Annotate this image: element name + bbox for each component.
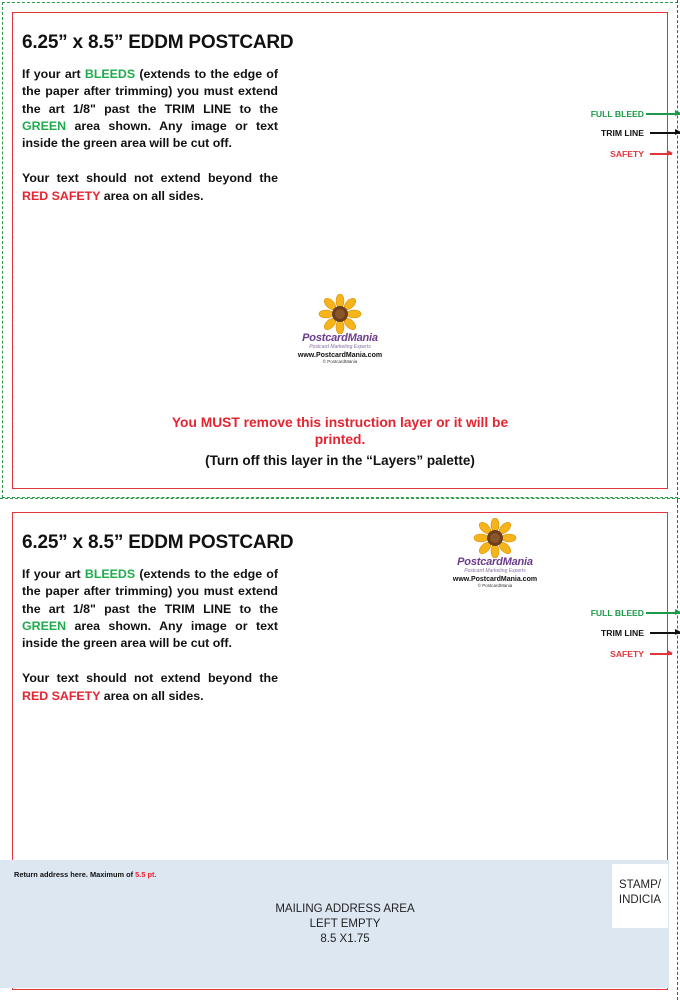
text-fragment: area shown. Any image or text inside the green area will be cut off. [22,118,278,151]
sunflower-icon [317,294,363,334]
stamp-indicia-box [612,864,668,928]
legend-label: FULL BLEED [590,109,644,119]
legend-full-bleed [570,608,680,618]
bleed-instructions [22,566,278,723]
mailing-address-area [0,860,669,988]
logo-copyright: © PostcardMania [477,583,513,588]
logo-copyright: © PostcardMania [322,359,358,364]
mailing-dimensions: 8.5 X1.75 [320,933,370,945]
logo-url: www.PostcardMania.com [452,576,538,583]
arrow-right-icon [650,153,672,155]
turn-off-layer-note: (Turn off this layer in the “Layers” palette) [205,453,475,468]
mailing-area-label [220,902,470,947]
logo-name: PostcardMania [302,332,378,344]
indicia-label: INDICIA [618,894,662,906]
arrow-right-icon [646,612,680,614]
text-fragment: Your text should not extend beyond the [22,671,278,686]
logo-url: www.PostcardMania.com [297,352,383,359]
green-highlight: GREEN [22,118,67,133]
legend-label: FULL BLEED [590,608,644,618]
remove-layer-warning: You MUST remove this instruction layer or it will be printed. [171,415,509,447]
red-safety-highlight: RED SAFETY [22,188,101,203]
bleed-paragraph [22,66,278,152]
legend-label: TRIM LINE [601,628,644,638]
guide-legend [570,604,680,664]
legend-safety [570,149,680,159]
text-fragment: area on all sides. [100,188,204,203]
arrow-right-icon [650,653,672,655]
text-fragment: Your text should not extend beyond the [22,171,278,186]
text-fragment: (extends to the edge of the paper after trimming) you must extend the art 1/8" past the TRIM LINE to the [22,567,279,616]
logo-tagline: Postcard Marketing Experts [464,568,526,574]
legend-trim-line [570,628,680,638]
text-fragment: (extends to the edge of the paper after trimming) you must extend the art 1/8" past the TRIM LINE to the [22,67,279,116]
postcardmania-logo [445,518,545,588]
bleeds-highlight: BLEEDS [84,567,136,581]
trim-line-guide [677,500,678,1000]
panel-divider [0,498,680,499]
mailing-line: LEFT EMPTY [309,918,381,930]
return-size-highlight: 5.5 pt. [135,870,157,879]
legend-label: SAFETY [610,149,644,159]
bleed-paragraph [22,566,278,652]
text-fragment: If your art [22,67,85,81]
text-fragment: If your art [22,567,85,581]
text-fragment: area shown. Any image or text inside the green area will be cut off. [22,618,278,651]
postcardmania-logo [290,294,390,364]
logo-name: PostcardMania [457,556,533,568]
legend-safety [570,649,680,659]
green-highlight: GREEN [22,618,67,633]
text-fragment: Return address here. Maximum of [14,870,136,879]
arrow-right-icon [650,132,680,134]
trim-line-guide [677,0,678,500]
return-address-note [14,870,157,879]
logo-tagline: Postcard Marketing Experts [309,344,371,350]
mailing-line: MAILING ADDRESS AREA [275,903,415,915]
bleed-instructions [22,66,278,223]
arrow-right-icon [646,113,680,115]
legend-label: TRIM LINE [601,128,644,138]
legend-trim-line [570,128,680,138]
legend-label: SAFETY [610,649,644,659]
sunflower-icon [472,518,518,558]
stamp-label: STAMP/ [619,879,661,891]
safety-paragraph [22,170,278,205]
safety-paragraph [22,670,278,705]
red-safety-highlight: RED SAFETY [22,688,101,703]
bleeds-highlight: BLEEDS [84,67,136,81]
postcard-back-panel [0,500,680,1000]
postcard-title: 6.25” x 8.5” EDDM POSTCARD [22,32,294,53]
arrow-right-icon [650,632,680,634]
legend-full-bleed [570,109,680,119]
text-fragment: area on all sides. [100,688,204,703]
guide-legend [570,104,680,164]
postcard-title: 6.25” x 8.5” EDDM POSTCARD [22,532,294,553]
